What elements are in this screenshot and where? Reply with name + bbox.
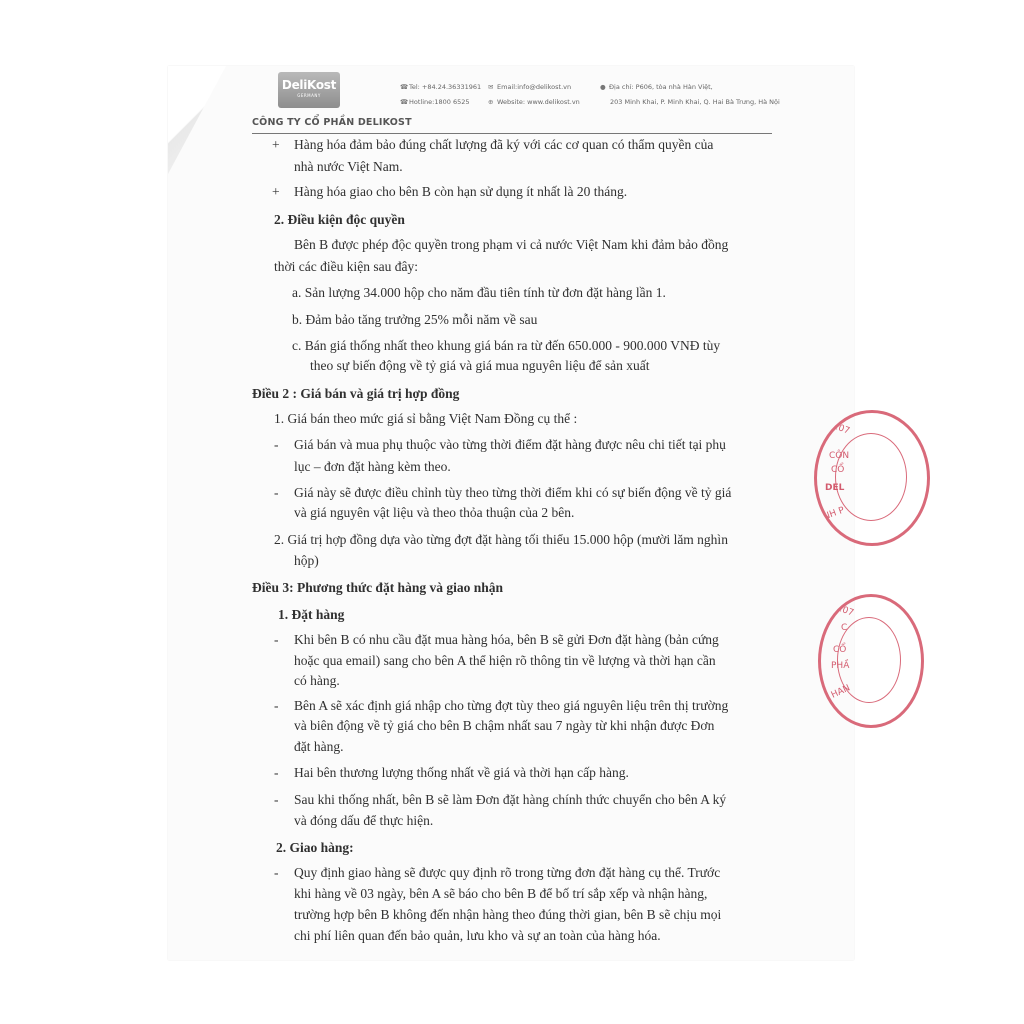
text-line: khi hàng về 03 ngày, bên A sẽ báo cho bên B để bố trí sắp xếp và nhận hàng, xyxy=(294,886,708,901)
text-line: Hàng hóa đảm bảo đúng chất lượng đã ký với các cơ quan có thẩm quyền của xyxy=(294,137,714,152)
article-heading: Điều 3: Phương thức đặt hàng và giao nhận xyxy=(252,580,503,595)
website-contact: ⊕ Website: www.delikost.vn xyxy=(488,98,580,106)
company-name: CÔNG TY CỔ PHẦN DELIKOST xyxy=(252,117,412,128)
text-line: hoặc qua email) sang cho bên A thể hiện rõ thông tin về lượng và thời hạn cần xyxy=(294,653,716,668)
numbered-item: 1. Giá bán theo mức giá sỉ bằng Việt Nam Đồng cụ thể : xyxy=(274,411,578,426)
text-line: Hàng hóa giao cho bên B còn hạn sử dụng ít nhất là 20 tháng. xyxy=(294,184,628,199)
text-line: Bên A sẽ xác định giá nhập cho từng đợt tùy theo giá nguyên liệu trên thị trường xyxy=(294,698,729,713)
globe-icon: ⊕ xyxy=(488,98,494,106)
text-line: và biên động về tỷ giá cho bên B chậm nhất sau 7 ngày từ khi nhận được Đơn xyxy=(294,718,715,733)
bullet-plus: + xyxy=(272,137,280,152)
tel-contact: ☎Tel: +84.24.36331961 xyxy=(400,83,482,91)
location-pin-icon: ● xyxy=(600,83,606,91)
bullet-plus: + xyxy=(272,184,280,199)
company-logo: DeliKost GERMANY xyxy=(278,72,340,108)
text-line: Hai bên thương lượng thống nhất về giá và thời hạn cấp hàng. xyxy=(294,765,629,780)
text-line: Khi bên B có nhu cầu đặt mua hàng hóa, bên B sẽ gửi Đơn đặt hàng (bản cứng xyxy=(294,632,719,647)
list-item-c: c. Bán giá thống nhất theo khung giá bán ra từ đến 650.000 - 900.000 VNĐ tùy xyxy=(292,338,721,353)
text-line: theo sự biến động về tỷ giá và giá mua nguyên liệu để sản xuất xyxy=(310,358,650,373)
text-line: lục – đơn đặt hàng kèm theo. xyxy=(294,459,451,474)
address-line-1: ● Địa chỉ: P606, tòa nhà Hàn Việt, xyxy=(600,83,713,91)
text-line: đặt hàng. xyxy=(294,739,344,754)
bullet-dash: - xyxy=(274,632,279,647)
section-heading: 1. Đặt hàng xyxy=(278,607,345,622)
list-item-b: b. Đảm bảo tăng trưởng 25% mỗi năm về sau xyxy=(292,312,538,327)
email-contact: ✉ Email:info@delikost.vn xyxy=(488,83,572,91)
phone-icon: ☎ xyxy=(400,98,409,106)
bullet-dash: - xyxy=(274,765,279,780)
bullet-dash: - xyxy=(274,437,279,452)
text-line: Bên B được phép độc quyền trong phạm vi cả nước Việt Nam khi đảm bảo đồng xyxy=(294,237,729,252)
bullet-dash: - xyxy=(274,865,279,880)
bullet-dash: - xyxy=(274,698,279,713)
mail-icon: ✉ xyxy=(488,83,494,91)
text-line: thời các điều kiện sau đây: xyxy=(274,259,418,274)
text-line: Sau khi thống nhất, bên B sẽ làm Đơn đặt hàng chính thức chuyển cho bên A ký xyxy=(294,792,727,807)
numbered-item: 2. Giá trị hợp đồng dựa vào từng đợt đặt hàng tối thiểu 15.000 hộp (mười lăm nghìn xyxy=(274,532,728,547)
text-line: có hàng. xyxy=(294,673,340,688)
address-line-2: 203 Minh Khai, P. Minh Khai, Q. Hai Bà Trưng, Hà Nội xyxy=(610,98,780,106)
text-line: chi phí liên quan đến bảo quản, lưu kho và sự an toàn của hàng hóa. xyxy=(294,928,661,943)
text-line: trường hợp bên B không đến nhận hàng theo đúng thời gian, bên B sẽ chịu mọi xyxy=(294,907,722,922)
text-line: và đóng dấu để thực hiện. xyxy=(294,813,434,828)
text-line: hộp) xyxy=(294,553,319,568)
phone-icon: ☎ xyxy=(400,83,409,91)
bullet-dash: - xyxy=(274,485,279,500)
section-heading: 2. Giao hàng: xyxy=(276,840,354,855)
section-heading: 2. Điều kiện độc quyền xyxy=(274,212,405,227)
bullet-dash: - xyxy=(274,792,279,807)
text-line: Giá bán và mua phụ thuộc vào từng thời điểm đặt hàng được nêu chi tiết tại phụ xyxy=(294,437,726,452)
text-line: nhà nước Việt Nam. xyxy=(294,159,403,174)
company-seal-stamp: 0107 CÔN CỔ DEL NH P xyxy=(814,410,930,546)
hotline-contact: ☎Hotline:1800 6525 xyxy=(400,98,470,106)
text-line: Giá này sẽ được điều chỉnh tùy theo từng thời điểm khi có sự biến động về tỷ giá xyxy=(294,485,732,500)
article-heading: Điều 2 : Giá bán và giá trị hợp đồng xyxy=(252,386,460,401)
text-line: và giá nguyên vật liệu và theo thỏa thuận của 2 bên. xyxy=(294,505,575,520)
text-line: Quy định giao hàng sẽ được quy định rõ trong từng đơn đặt hàng cụ thể. Trước xyxy=(294,865,721,880)
header-divider xyxy=(252,133,772,134)
company-seal-stamp: 0107 C CỔ PHẦ HAN xyxy=(818,594,924,728)
list-item-a: a. Sản lượng 34.000 hộp cho năm đầu tiên tính từ đơn đặt hàng lần 1. xyxy=(292,285,666,300)
